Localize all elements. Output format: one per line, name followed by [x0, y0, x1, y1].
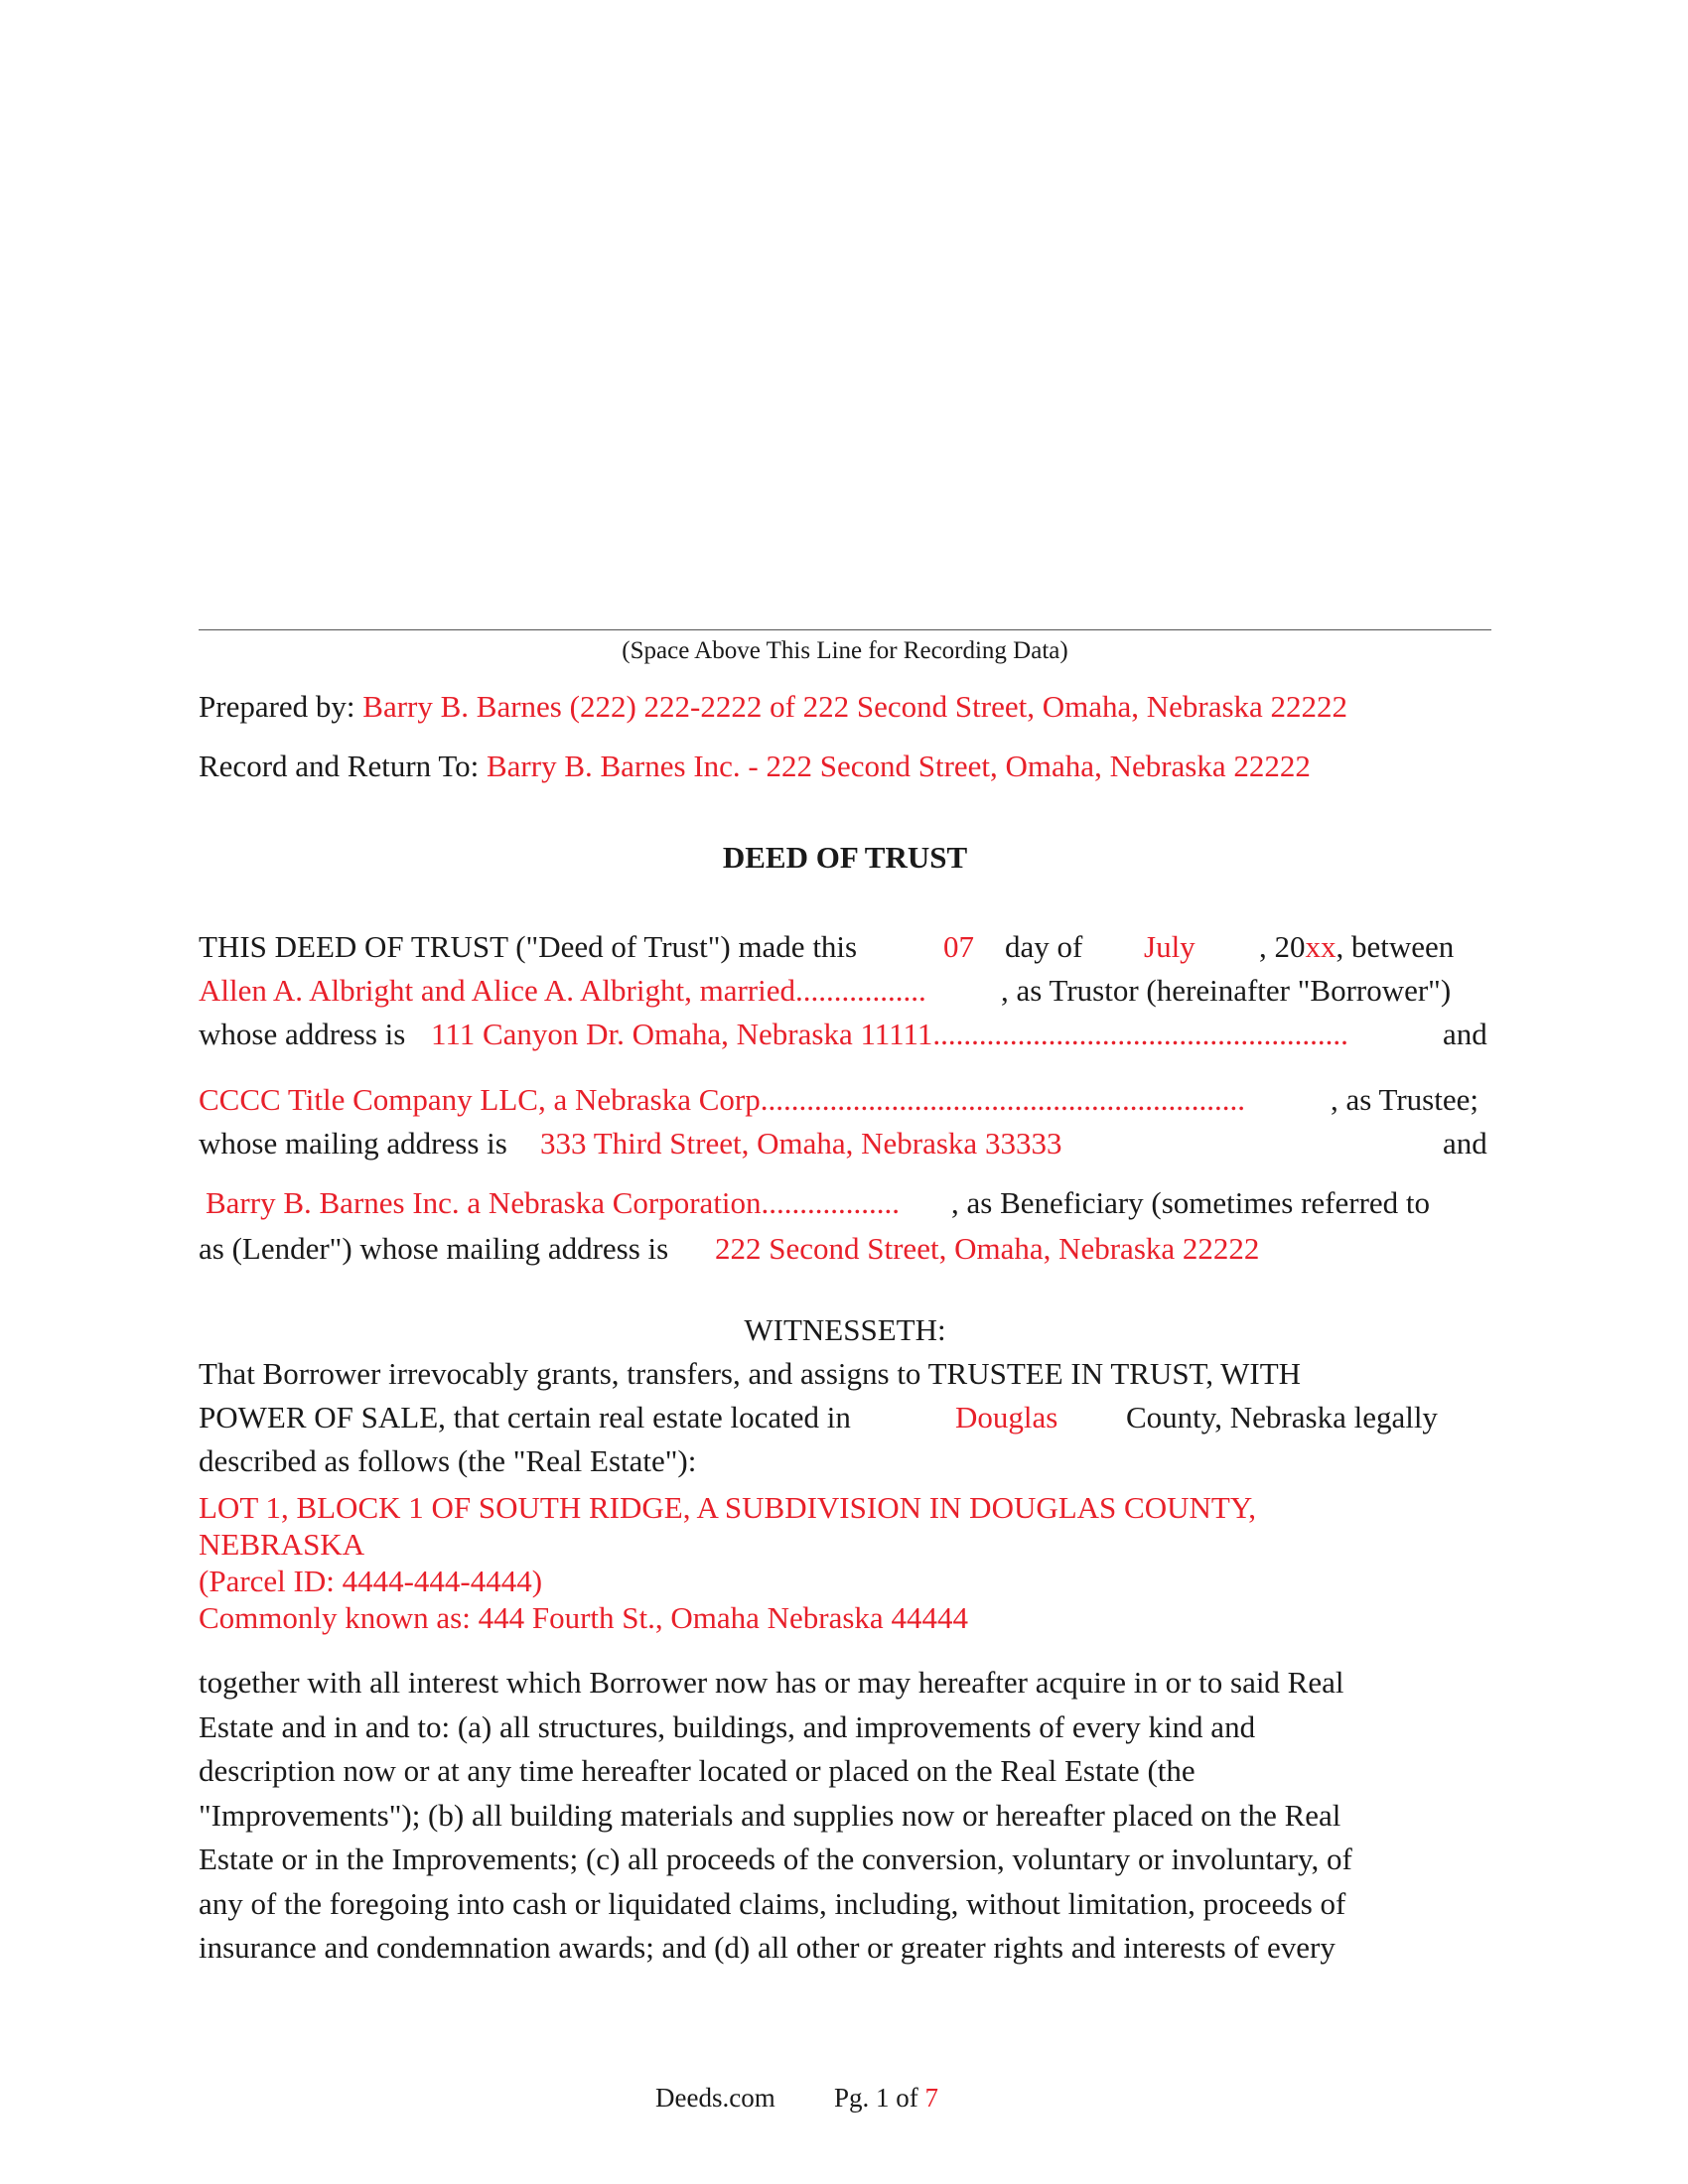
paragraph-line: Estate and in and to: (a) all structures, buildings, and improvements of every kind and	[199, 1708, 1256, 1744]
prepared-by-line	[199, 689, 1347, 725]
trustee-mailing-label: whose mailing address is	[199, 1126, 507, 1160]
paragraph-line: together with all interest which Borrower now has or may hereafter acquire in or to said Real	[199, 1665, 1344, 1700]
intro-year-prefix: , 20	[1259, 929, 1306, 964]
legal-description	[199, 1489, 1256, 1636]
witnesseth-heading: WITNESSETH:	[744, 1312, 946, 1347]
intro-day-of: day of	[1005, 929, 1083, 964]
trustee-name: CCCC Title Company LLC, a Nebraska Corp...............................................................	[199, 1082, 1245, 1117]
beneficiary-name: Barry B. Barnes Inc. a Nebraska Corporation..................	[206, 1185, 901, 1220]
intro-lead: THIS DEED OF TRUST ("Deed of Trust") made this	[199, 929, 858, 964]
record-return-value: Barry B. Barnes Inc. - 222 Second Street, Omaha, Nebraska 22222	[486, 749, 1311, 783]
intro-year-suffix: xx	[1305, 929, 1336, 964]
prepared-by-value: Barry B. Barnes (222) 222-2222 of 222 Second Street, Omaha, Nebraska 22222	[362, 689, 1348, 724]
trustee-address: 333 Third Street, Omaha, Nebraska 33333	[540, 1126, 1062, 1160]
footer-page-label: Pg. 1 of	[834, 2083, 918, 2113]
record-return-line	[199, 749, 1311, 784]
recording-space-rule	[199, 629, 1491, 630]
intro-year	[1259, 929, 1454, 965]
footer-page-number	[834, 2083, 938, 2114]
record-return-label: Record and Return To:	[199, 749, 480, 783]
footer-total-pages: 7	[924, 2083, 939, 2113]
prepared-by-label: Prepared by:	[199, 689, 355, 724]
witnesseth-line-2a: POWER OF SALE, that certain real estate located in	[199, 1400, 851, 1434]
legal-description-line: NEBRASKA	[199, 1527, 365, 1562]
trustor-name: Allen A. Albright and Alice A. Albright, married.................	[199, 973, 926, 1008]
witnesseth-line-2b: County, Nebraska legally	[1126, 1400, 1438, 1434]
county-name: Douglas	[955, 1400, 1058, 1434]
paragraph-line: "Improvements"); (b) all building materials and supplies now or hereafter placed on the Real	[199, 1797, 1341, 1833]
intro-between: , between	[1336, 929, 1455, 964]
trustee-role: , as Trustee;	[1331, 1082, 1478, 1117]
paragraph-line: any of the foregoing into cash or liquidated claims, including, without limitation, proceeds of	[199, 1885, 1346, 1921]
lender-label: as (Lender") whose mailing address is	[199, 1231, 669, 1266]
intro-month: July	[1144, 929, 1196, 964]
legal-description-line: LOT 1, BLOCK 1 OF SOUTH RIDGE, A SUBDIVISION IN DOUGLAS COUNTY,	[199, 1490, 1256, 1525]
witnesseth-line-3: described as follows (the "Real Estate"):	[199, 1443, 697, 1478]
witnesseth-line-1: That Borrower irrevocably grants, transfers, and assigns to TRUSTEE IN TRUST, WITH	[199, 1356, 1302, 1391]
trustor-address-label: whose address is	[199, 1017, 406, 1051]
parcel-id: (Parcel ID: 4444-444-4444)	[199, 1564, 543, 1598]
paragraph-line: description now or at any time hereafter located or placed on the Real Estate (the	[199, 1753, 1196, 1788]
and-connector-2: and	[1443, 1126, 1487, 1160]
trustor-role: , as Trustor (hereinafter "Borrower")	[1001, 973, 1452, 1008]
beneficiary-role: , as Beneficiary (sometimes referred to	[951, 1185, 1431, 1220]
document-title: DEED OF TRUST	[722, 840, 968, 875]
common-address: Commonly known as: 444 Fourth St., Omaha Nebraska 44444	[199, 1600, 968, 1635]
paragraph-line: insurance and condemnation awards; and (d) all other or greater rights and interests of every	[199, 1930, 1336, 1965]
trustor-address: 111 Canyon Dr. Omaha, Nebraska 11111......................................................	[431, 1017, 1348, 1051]
footer-site: Deeds.com	[655, 2083, 775, 2113]
paragraph-line: Estate or in the Improvements; (c) all proceeds of the conversion, voluntary or involuntary, of	[199, 1842, 1352, 1876]
intro-day: 07	[943, 929, 974, 964]
lender-address: 222 Second Street, Omaha, Nebraska 22222	[715, 1231, 1260, 1266]
and-connector-1: and	[1443, 1017, 1487, 1051]
conveyance-paragraph	[199, 1661, 1499, 1971]
recording-note: (Space Above This Line for Recording Data)	[622, 637, 1068, 664]
